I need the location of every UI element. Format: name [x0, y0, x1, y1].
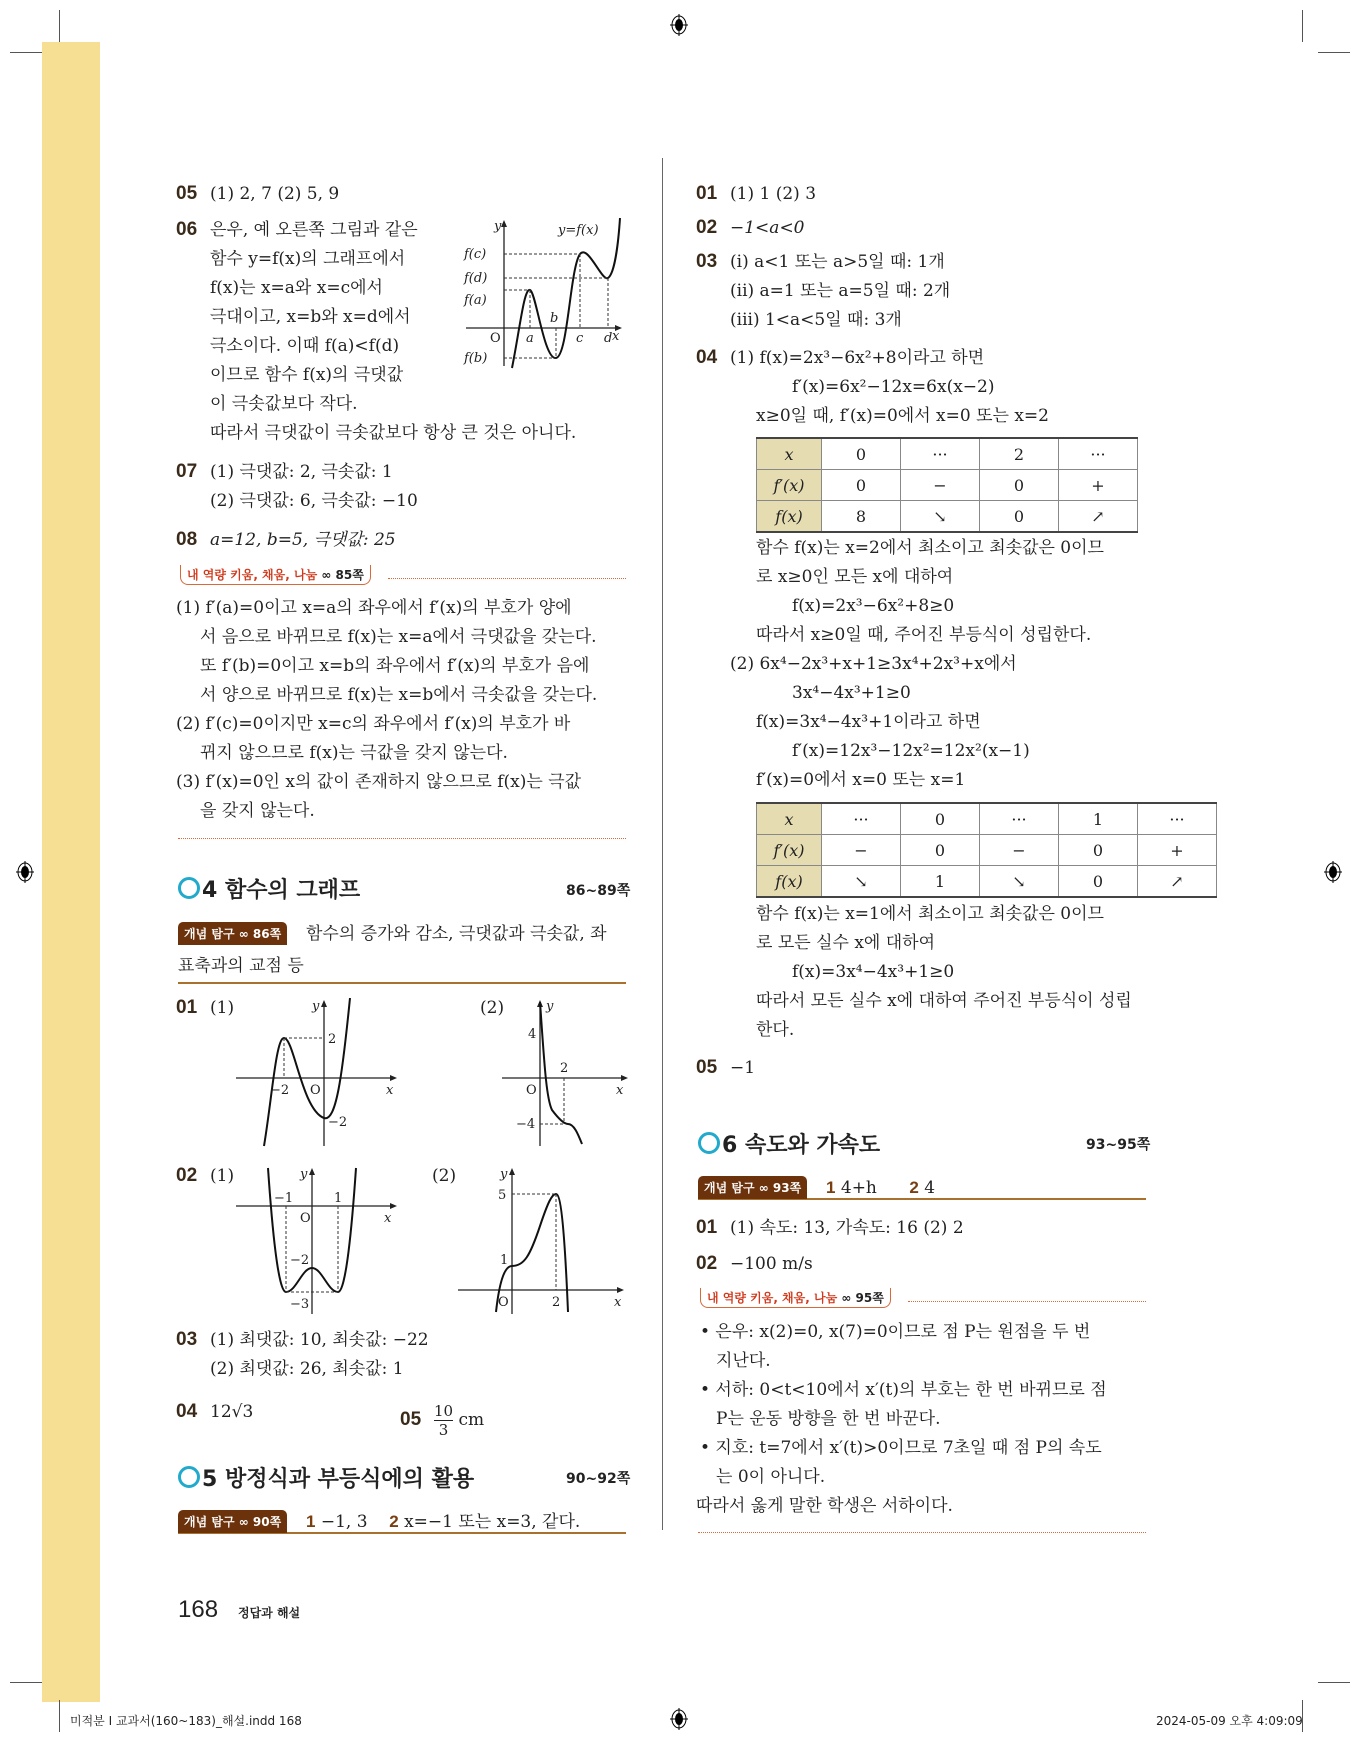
svg-text:a: a — [526, 331, 534, 346]
svg-text:1: 1 — [334, 1191, 343, 1206]
svg-text:−1: −1 — [274, 1191, 294, 1206]
svg-text:O: O — [526, 1083, 537, 1098]
svg-text:f(d): f(d) — [464, 271, 488, 286]
answer-02-label: 02 (1) — [176, 1165, 235, 1186]
crop-mark — [1318, 1682, 1350, 1683]
crop-mark — [59, 10, 60, 42]
svg-text:O: O — [300, 1211, 311, 1226]
svg-text:5: 5 — [498, 1188, 507, 1203]
crop-mark — [1302, 10, 1303, 42]
graph-01-1 — [232, 998, 402, 1148]
concept-badge: 개념 탐구 ∞ 93쪽 — [698, 1176, 807, 1199]
svg-text:O: O — [490, 331, 501, 346]
registration-mark-icon — [670, 14, 688, 36]
svg-text:f(b): f(b) — [464, 351, 488, 366]
slug-timestamp: 2024-05-09 오후 4:09:09 — [1156, 1714, 1303, 1728]
dotted-rule — [908, 1301, 1146, 1302]
answer-s06-02: 02 −100 m/s — [696, 1253, 813, 1274]
answer-r01: 01 (1) 1 (2) 3 — [696, 183, 817, 204]
section-title-04: 4 함수의 그래프 — [178, 873, 360, 904]
crop-mark — [1318, 52, 1350, 53]
page-number: 168 — [178, 1596, 219, 1623]
svg-text:x: x — [384, 1211, 392, 1226]
answer-05-frac: 05 $\frac{10}{3}$ cm — [400, 1402, 485, 1439]
answer-r02: 02 −1<a<0 — [696, 217, 805, 238]
capability-box-label: 내 역량 키움, 채움, 나눔 ∞ 85쪽 — [180, 565, 371, 585]
svg-text:y: y — [494, 219, 502, 234]
registration-mark-icon — [670, 1708, 688, 1730]
svg-text:1: 1 — [500, 1253, 509, 1268]
section-pages: 90~92쪽 — [566, 1471, 631, 1487]
registration-mark-icon — [1324, 861, 1342, 883]
svg-text:4: 4 — [528, 1027, 537, 1042]
crop-mark — [10, 52, 42, 53]
dotted-rule — [698, 1532, 1146, 1533]
svg-text:c: c — [576, 331, 584, 346]
svg-text:−2: −2 — [270, 1083, 290, 1098]
crop-mark — [59, 1700, 60, 1732]
answer-s06-01: 01 (1) 속도: 13, 가속도: 16 (2) 2 — [696, 1217, 964, 1238]
svg-text:f(c): f(c) — [464, 247, 487, 262]
svg-text:y: y — [312, 999, 320, 1014]
svg-text:y: y — [300, 1167, 308, 1182]
variation-table-2: x ··· 0 ··· 1 ··· f′(x) − 0 − 0 + f(x) ↘ 1 ↘ 0 ↗ — [756, 802, 1217, 898]
answer-01-label: 01 (1) — [176, 997, 235, 1018]
svg-text:2: 2 — [560, 1061, 569, 1076]
concept-badge: 개념 탐구 ∞ 86쪽 — [178, 922, 287, 945]
svg-text:f(a): f(a) — [464, 293, 487, 308]
svg-text:−4: −4 — [516, 1117, 536, 1132]
section-title-05: 5 방정식과 부등식에의 활용 — [178, 1462, 474, 1493]
svg-text:−3: −3 — [290, 1297, 310, 1312]
concept-answers-90: 1 −1, 3 2 x=−1 또는 x=3, 같다. — [306, 1512, 581, 1532]
column-divider — [662, 158, 663, 1530]
variation-table-1: x 0 ··· 2 ··· f′(x) 0 − 0 + f(x) 8 ↘ 0 ↗ — [756, 437, 1138, 533]
registration-mark-icon — [16, 861, 34, 883]
svg-text:y: y — [500, 1167, 508, 1182]
svg-text:2: 2 — [552, 1295, 561, 1310]
answer-08: 08 a=12, b=5, 극댓값: 25 — [176, 529, 396, 550]
graph-extrema-figure — [462, 218, 622, 370]
svg-text:d: d — [604, 331, 613, 346]
capability-box-label: 내 역량 키움, 채움, 나눔 ∞ 95쪽 — [700, 1288, 891, 1308]
svg-text:−2: −2 — [328, 1115, 348, 1130]
slug-filename: 미적분 I 교과서(160~183)_해설.indd 168 — [70, 1714, 302, 1728]
dotted-rule — [178, 838, 626, 839]
section-pages: 93~95쪽 — [1086, 1137, 1151, 1153]
graph-02-1 — [232, 1166, 402, 1316]
svg-text:x: x — [614, 1295, 622, 1310]
crop-mark — [10, 1682, 42, 1683]
svg-text:y: y — [546, 999, 554, 1014]
svg-text:x: x — [616, 1083, 624, 1098]
svg-text:O: O — [310, 1083, 321, 1098]
graph-02-2 — [456, 1166, 628, 1316]
section-title-06: 6 속도와 가속도 — [698, 1128, 880, 1159]
svg-text:x: x — [612, 329, 620, 344]
concept-badge: 개념 탐구 ∞ 90쪽 — [178, 1510, 287, 1533]
svg-text:O: O — [498, 1295, 509, 1310]
answer-05: 05 (1) 2, 7 (2) 5, 9 — [176, 183, 340, 204]
concept-answers-93: 1 4+h 2 4 — [826, 1178, 936, 1198]
svg-text:2: 2 — [328, 1032, 337, 1047]
running-title: 정답과 해설 — [238, 1606, 301, 1620]
section-pages: 86~89쪽 — [566, 883, 631, 899]
svg-text:x: x — [386, 1083, 394, 1098]
svg-text:y=f(x): y=f(x) — [558, 223, 599, 238]
svg-text:b: b — [550, 311, 559, 326]
graph-01-2 — [500, 998, 630, 1148]
dotted-rule — [388, 578, 626, 579]
answer-r05: 05 −1 — [696, 1057, 756, 1078]
answer-04: 04 12√3 — [176, 1401, 254, 1422]
svg-text:−2: −2 — [290, 1253, 310, 1268]
page-edge-tab — [42, 42, 100, 1702]
